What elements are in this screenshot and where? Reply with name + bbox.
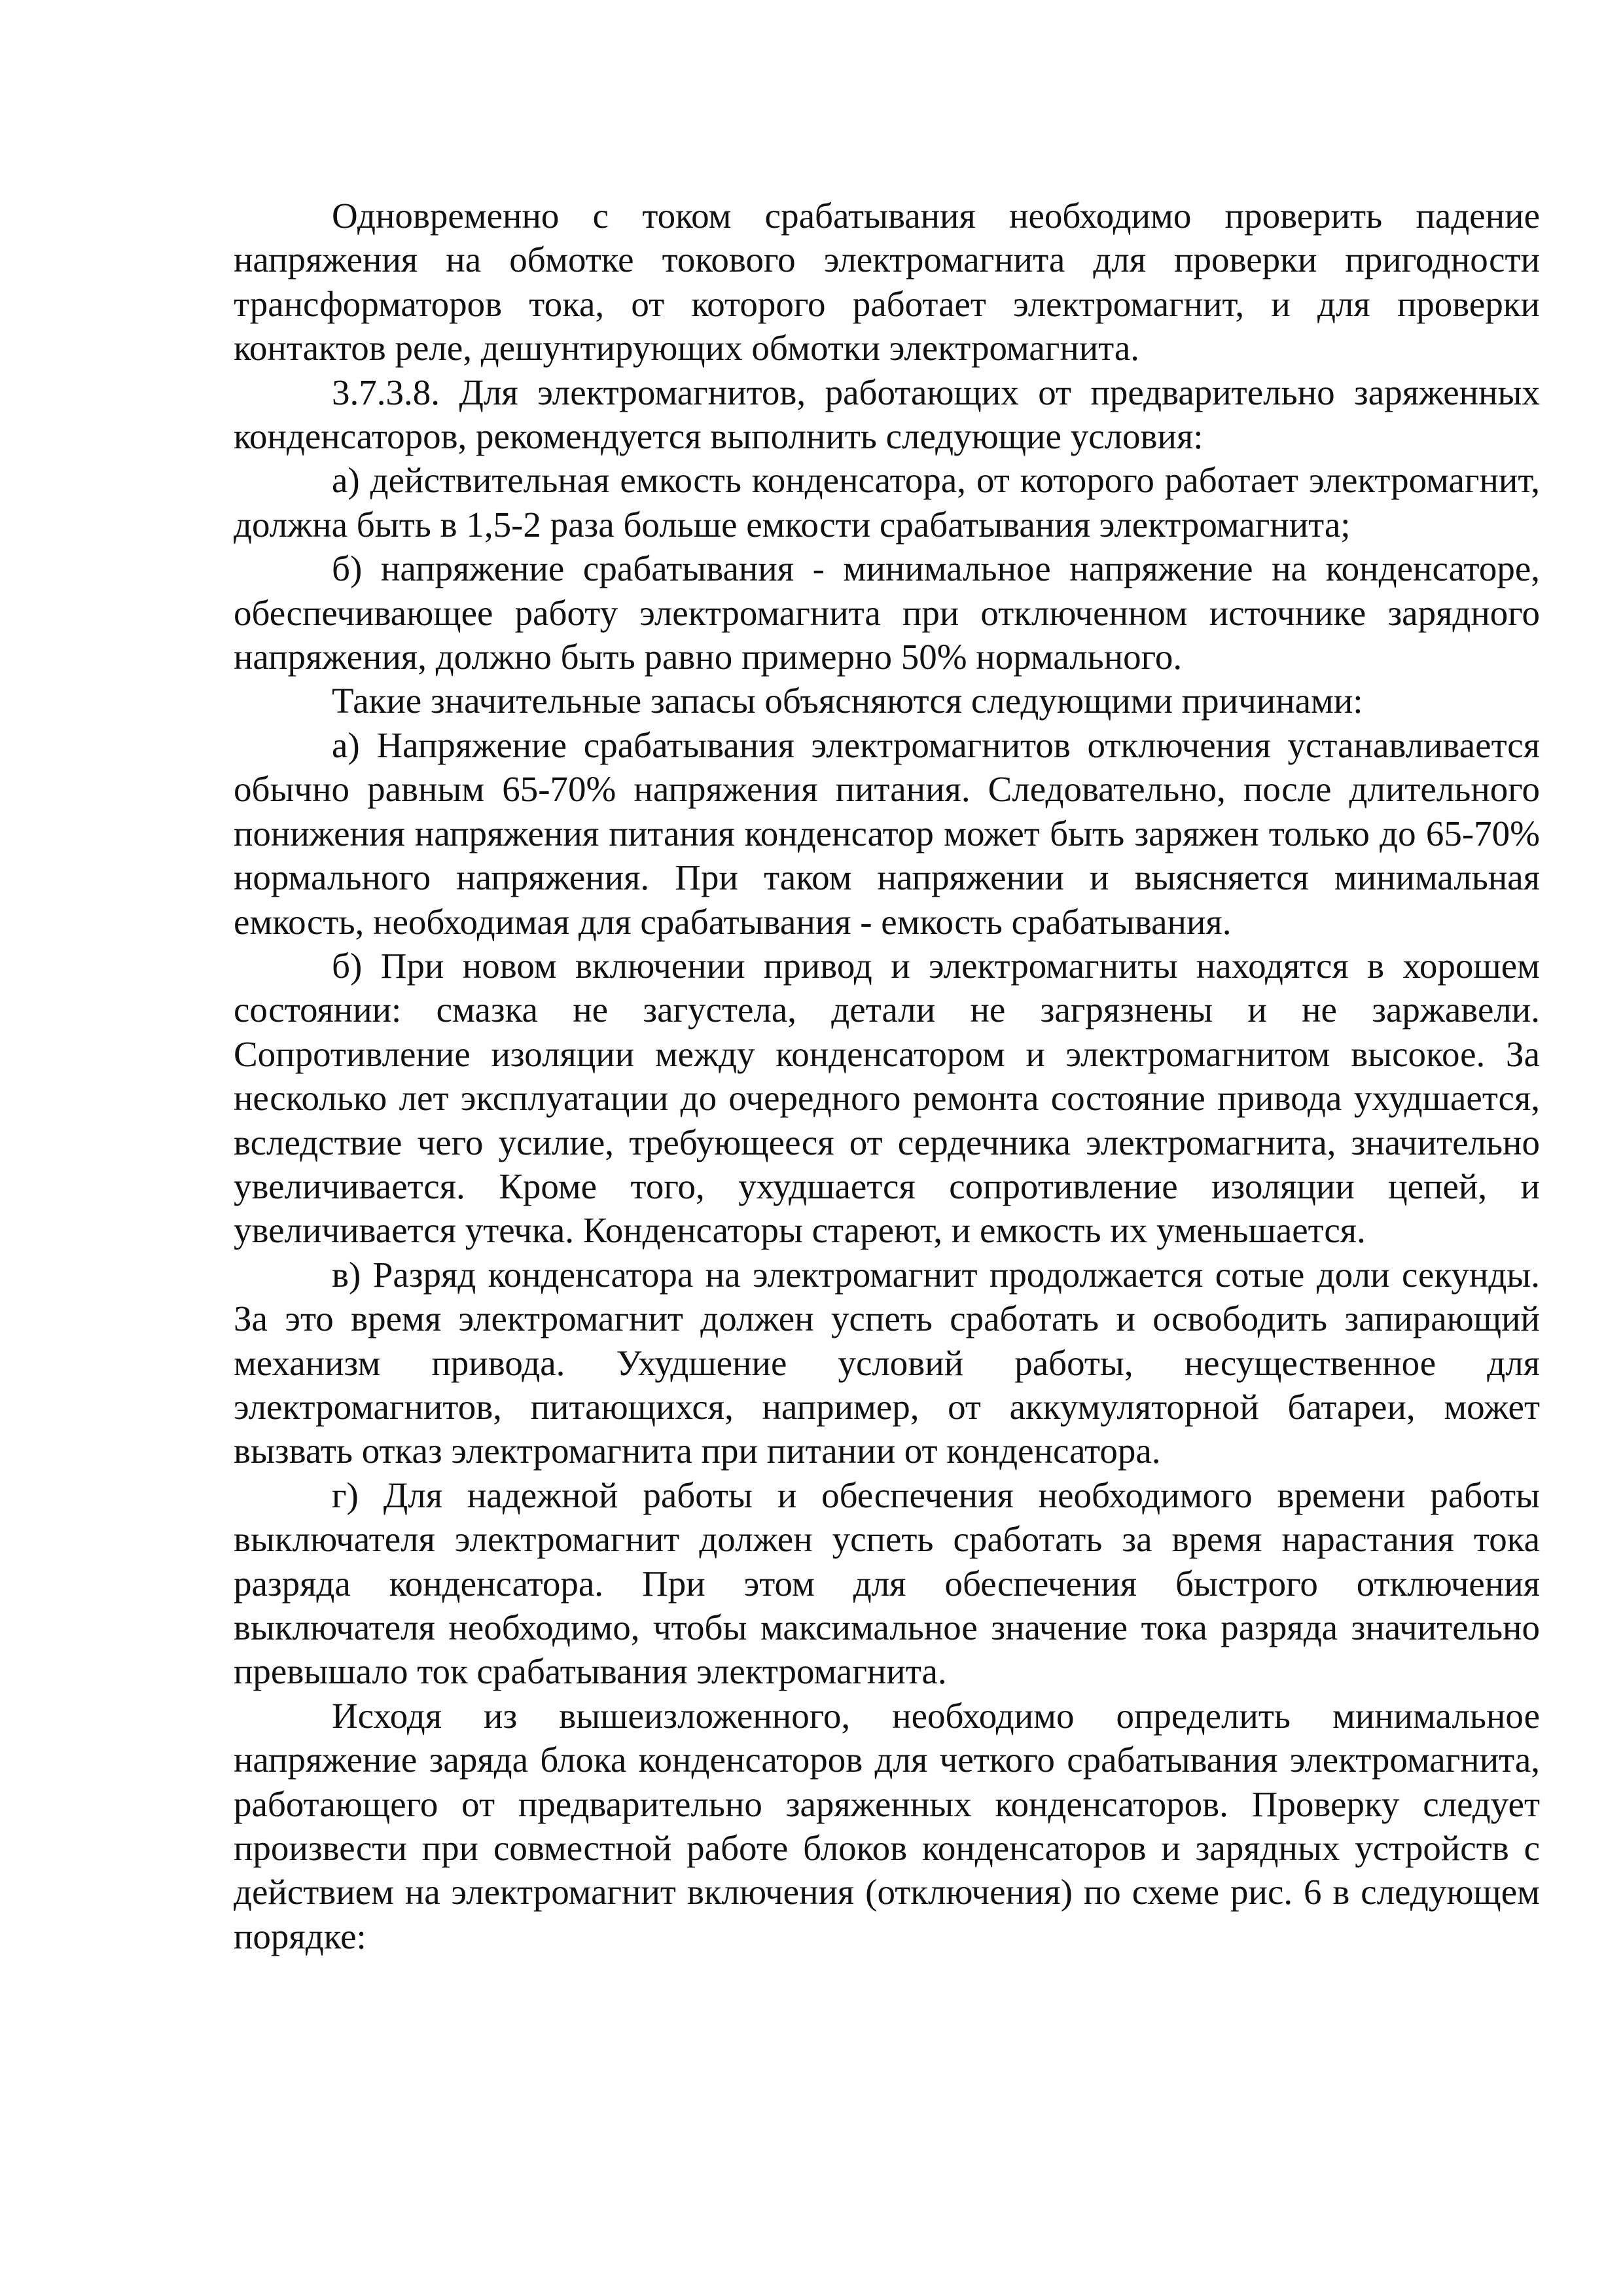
body-text	[234, 194, 1540, 1958]
paragraph-conclusion: Исходя из вышеизложенного, необходимо определить минимальное напряжение заряда блока конденсаторов для четкого срабатывания электромагнита, работающего от предварительно заряженных конденсаторов. Проверку следует произвести при совместной работе блоков конденсаторов и зарядных устройств с действием на электромагнит включения (отключения) по схеме рис. 6 в следующем порядке:	[234, 1695, 1540, 1956]
paragraph-section-3-7-3-8: 3.7.3.8. Для электромагнитов, работающих от предварительно заряженных конденсаторов, рекомендуется выполнить следующие условия:	[234, 372, 1540, 457]
paragraph-reason-b: б) При новом включении привод и электромагниты находятся в хорошем состоянии: смазка не загустела, детали не загрязнены и не заржавели. Сопротивление изоляции между конденсатором и электромагнитом высокое. За несколько лет эксплуатации до очередного ремонта состояние привода ухудшается, вследствие чего усилие, требующееся от сердечника электромагнита, значительно увеличивается. Кроме того, ухудшается сопротивление изоляции цепей, и увеличивается утечка. Конденсаторы стареют, и емкость их уменьшается.	[234, 945, 1540, 1251]
paragraph-current-voltage-check: Одновременно с током срабатывания необходимо проверить падение напряжения на обмотке токового электромагнита для проверки пригодности трансформаторов тока, от которого работает электромагнит, и для проверки контактов реле, дешунтирующих обмотки электромагнита.	[234, 196, 1540, 368]
paragraph-condition-a: а) действительная емкость конденсатора, от которого работает электромагнит, должна быть в 1,5-2 раза больше емкости срабатывания электромагнита;	[234, 460, 1540, 545]
paragraph-reason-v: в) Разряд конденсатора на электромагнит продолжается сотые доли секунды. За это время электромагнит должен успеть сработать и освободить запирающий механизм привода. Ухудшение условий работы, несущественное для электромагнитов, питающихся, например, от аккумуляторной батареи, может вызвать отказ электромагнита при питании от конденсатора.	[234, 1254, 1540, 1471]
paragraph-reason-a: а) Напряжение срабатывания электромагнитов отключения устанавливается обычно равным 65-70% напряжения питания. Следовательно, после длительного понижения напряжения питания конденсатор может быть заряжен только до 65-70% нормального напряжения. При таком напряжении и выясняется минимальная емкость, необходимая для срабатывания - емкость срабатывания.	[234, 725, 1540, 942]
paragraph-reason-g: г) Для надежной работы и обеспечения необходимого времени работы выключателя электромагнит должен успеть сработать за время нарастания тока разряда конденсатора. При этом для обеспечения быстрого отключения выключателя необходимо, чтобы максимальное значение тока разряда значительно превышало ток срабатывания электромагнита.	[234, 1475, 1540, 1692]
paragraph-condition-b: б) напряжение срабатывания - минимальное напряжение на конденсаторе, обеспечивающее работу электромагнита при отключенном источнике зарядного напряжения, должно быть равно примерно 50% нормального.	[234, 548, 1540, 677]
paragraph-reasons-intro: Такие значительные запасы объясняются следующими причинами:	[332, 681, 1363, 721]
